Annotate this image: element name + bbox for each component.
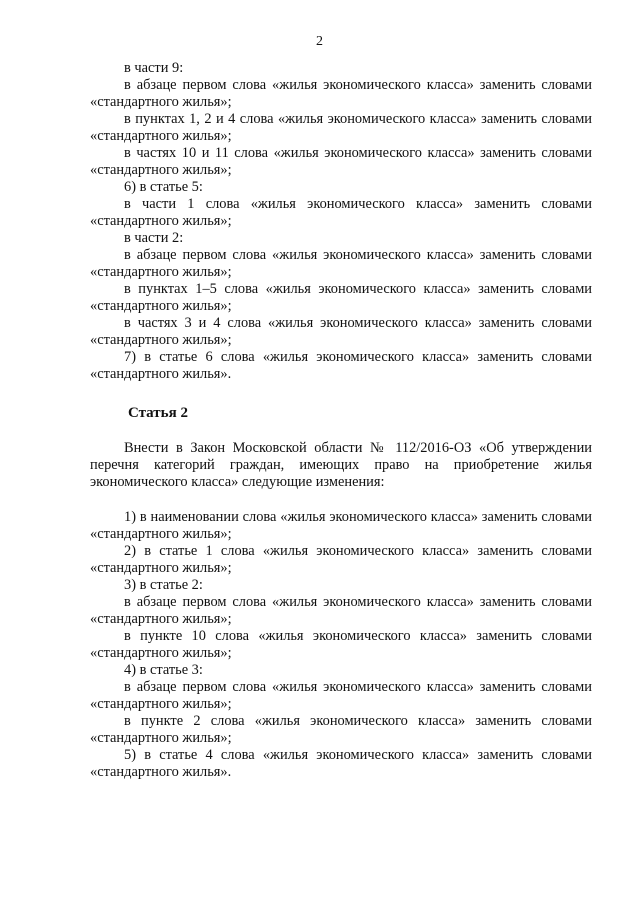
spacer xyxy=(90,383,592,405)
paragraph: в части 1 слова «жилья экономического класса» заменить словами «стандартного жилья»; xyxy=(90,196,592,229)
paragraph: в абзаце первом слова «жилья экономического класса» заменить словами «стандартного жилья»; xyxy=(90,679,592,712)
spacer xyxy=(90,491,592,509)
article-heading: Статья 2 xyxy=(128,405,188,421)
paragraph: в абзаце первом слова «жилья экономического класса» заменить словами «стандартного жилья»; xyxy=(90,594,592,627)
paragraph: 1) в наименовании слова «жилья экономического класса» заменить словами «стандартного жилья»; xyxy=(90,509,592,542)
paragraph: в пункте 10 слова «жилья экономического класса» заменить словами «стандартного жилья»; xyxy=(90,628,592,661)
paragraph: в частях 10 и 11 слова «жилья экономического класса» заменить словами «стандартного жилья»; xyxy=(90,145,592,178)
paragraph: в части 9: xyxy=(124,60,184,76)
paragraph: в пункте 2 слова «жилья экономического класса» заменить словами «стандартного жилья»; xyxy=(90,713,592,746)
intro-paragraph: Внести в Закон Московской области № 112/2016-ОЗ «Об утверждении перечня категорий граждан, имеющих право на приобретение жилья экономического класса» следующие изменения: xyxy=(90,440,592,490)
document-body xyxy=(90,60,592,781)
paragraph: 7) в статье 6 слова «жилья экономического класса» заменить словами «стандартного жилья». xyxy=(90,349,592,382)
paragraph: в части 2: xyxy=(124,230,184,246)
paragraph: 4) в статье 3: xyxy=(124,662,203,678)
paragraph: 2) в статье 1 слова «жилья экономического класса» заменить словами «стандартного жилья»; xyxy=(90,543,592,576)
spacer xyxy=(90,422,592,440)
paragraph: в пунктах 1–5 слова «жилья экономического класса» заменить словами «стандартного жилья»; xyxy=(90,281,592,314)
paragraph: 6) в статье 5: xyxy=(124,179,203,195)
paragraph: в абзаце первом слова «жилья экономического класса» заменить словами «стандартного жилья»; xyxy=(90,247,592,280)
page-number: 2 xyxy=(316,34,323,49)
paragraph: в пунктах 1, 2 и 4 слова «жилья экономического класса» заменить словами «стандартного жилья»; xyxy=(90,111,592,144)
paragraph: 5) в статье 4 слова «жилья экономического класса» заменить словами «стандартного жилья». xyxy=(90,747,592,780)
paragraph: 3) в статье 2: xyxy=(124,577,203,593)
paragraph: в частях 3 и 4 слова «жилья экономического класса» заменить словами «стандартного жилья»; xyxy=(90,315,592,348)
paragraph: в абзаце первом слова «жилья экономического класса» заменить словами «стандартного жилья»; xyxy=(90,77,592,110)
